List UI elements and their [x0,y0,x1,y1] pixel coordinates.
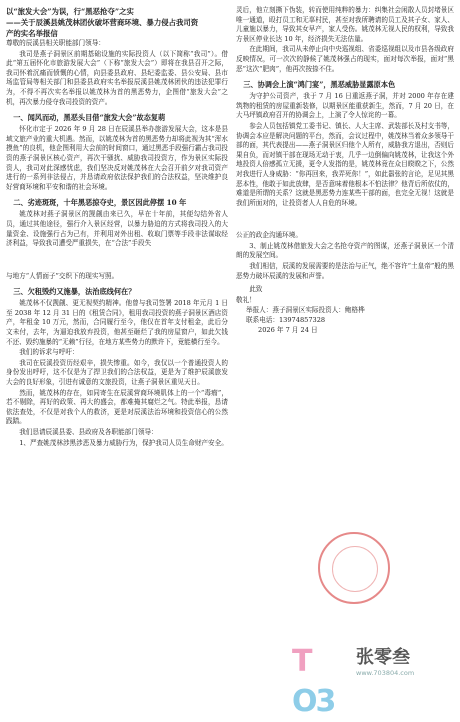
appeal-intro: 我们恳请辰溪县委、县政府及各职能部门领导： [19,428,158,436]
closing-salutation-1: 此致 [249,285,263,294]
section-2-paragraph: 姚茂林对燕子洞景区的觊觎由来已久，早在十年前，其便勾结外省人员，通过其他途径，强行介入景区经营，以暴力胁迫的方式将我司投入的大量资金、设施强行占为己有，并利用对外出租、收取门票等手段非法谋取经济利益，导致我司遭受严重损失，在“合法”手段失 [6,210,228,248]
phone-line [236,316,454,326]
red-seal-stamp [318,532,390,604]
left-column [6,6,228,449]
section-heading-3: 三、欠租毁约又施暴，法治底线何在？ [13,287,136,297]
watermark [292,636,458,719]
right-section-paragraph-1: 为守护公司资产，我于 7 月 16 日重返燕子洞，并对 2000 年存在建筑物的租赁的房屋重新装修，以期景区能重获新生，然而，7 月 20 日，在大马坪镇政府召开的协调会上，上演了令人惊诧的一幕。 [236,92,454,120]
section-1-paragraph: 怀化市定于 2026 年 9 月 28 日在辰溪县举办旅游发展大会，这本是县域文旅产业的重大机遇。然而，以姚茂林为首的黑恶势力却将此视为其“浑水摸鱼”的良机，他企图利用大会前的时间窗口，通过黑恶手段强行霸占我司投资的燕子洞景区核心资产，再次干骚扰、威胁我司投资方，作为景区实际投资人，我司对此深感忧虑，我们坚决反对姚茂林在大会召开前夕对我司资产进行的一系列非法侵占，并恳请政府依法保护我们的合法权益，坚决维护良好营商环境和平安和谐的社会环境。 [6,125,228,191]
section-heading-1: 一、闻风而动，黑恶头目借“旅发大会”故态复萌 [13,113,166,123]
section-3-paragraph-a: 姚茂林不仅觊觎、更无视契约精神。他曾与我司签署 2018 年元月 1 日至 2038 年 12 月 31 日的《租赁合同》，租用我司投资的燕子洞景区酒店资产，年租金 10 万元，然而，合同履行至今，他仅在首年支付租金，此后分文未付，去年，为逼迫我放弃投资，他甚至砸烂了我的房屋窗户，如此欠钱不还、毁约施暴的“无赖”行径，在地方某些势力的默许下，竟能横行至今。 [6,299,228,346]
page-break-gap [6,250,228,272]
closing-salutation-2: 敬礼！ [236,295,256,304]
reporter-line: 举报人：燕子洞景区实际投资人：鲍格桦 [246,306,365,315]
section-2-continuation: 与地方“人情面子”交织下的现实写照。 [6,271,119,280]
title-line-3: 产的实名举报信 [6,29,58,38]
right-section-paragraph-2: 参会人员包括镇党工委书记、镇长、人大主席、武装部长及村支书等，协调会本应是解决问题的平台，然而，会议过程中，姚茂林当着众多领导干部的面，其代表提出——燕子洞景区归他个人所有，威胁我方退出，否则后果自负，而对镇干部在现场无动于衷，几乎一边倒偏向姚茂林，让我这个外地投资人倍感孤立无援，更令人发指的是，姚茂林竟在众目睽睽之下，公然对我进行人身威胁：“你再回来，我弄死你！”，如此嚣张的言论，足见其黑恶本性，他敢于如此放肆，是否意味着他根本不怕法律？他背后所依仗的，难道是所谓的关系？这就是黑恶势力连某些干部的面，也完全无视！这就是我们所面对的，让投资者人人自危的环境。 [236,121,454,207]
date-line: 2026 年 7 月 24 日 [258,325,318,334]
intro-paragraph: 我司是燕子洞景区前期基础设施的实际投资人（以下简称“我司”）。借此“第五届怀化市旅游发展大会”（下称“旅发大会”）即将在我县召开之际，我司怀着沉痛而愤慨的心情，向县委县政府、县纪委监委、县公安局、县市场监管局等相关部门和县委县政府实名举报辰溪县姚茂林团伙的违法犯罪行为，不得不再次实名举报以姚茂林为首的黑恶势力，企图借“旅发大会”之机，再次暴力侵夺我司投资的资产。 [6,49,228,106]
section-heading-2: 二、劣迹斑斑，十年黑恶掠夺史，景区因此停摆 10 年 [13,198,187,208]
right-column [236,6,454,335]
phone-label: 联系电话： [246,316,279,325]
right-paragraph-b: 在此期间，我司从未停止向中央巡视组、省委巡视组以及市县各级政府反映情况，可一次次的静候了姚茂林强占的现实，面对每次举报，面对“黑恶”这次“肥肉”，他再次按捺不住。 [236,45,454,73]
watermark-url: www.703804.com [356,669,415,677]
title-line-1: 以“旅发大会”为误，行“黑恶抢夺”之实 [6,7,134,16]
phone-number: 13974857328 [278,316,326,325]
appeal-item-1: 1、严查姚茂林涉黑涉恶及暴力威胁行为，保护我司人员生命财产安全。 [19,438,228,447]
right-page2-continuation: 公正的政企沟通环境。 [236,231,302,240]
right-continuation: 灵后，他立刻撕下伪装，转而使用纯粹的暴力：纠集社会闲散人员封堵景区唯一通道，殴打员工和无辜村民，甚至对我所聘请的员工及其子女、家人、儿童施以暴力，导致其女早产，家人受伤。姚茂林无视人民的权利，导致我方景区停业长达 10 年，经济损失无法估量。 [236,6,454,43]
page-break-gap-right [236,209,454,231]
watermark-name: 张零叁 [356,647,410,668]
section-3-paragraph-d: 然而，姚茂林的存在，如同寄生在辰溪营商环境肌体上的一个“毒瘤”，若不剔除，再好的政策、再大的盛会，都难掩其腐烂之气。特此举报，恳请依法查处，不仅是对我个人的救济，更是对辰溪法治环境和投资信心的公然践踏。 [6,388,228,426]
appeal-item-3: 3、制止姚茂林借旅发大会之名抢夺资产的图谋，还燕子洞景区一个清朗的发展空间。 [236,241,454,260]
title-line-2: ——关于辰溪县姚茂林团伙破坏营商环境、暴力侵占我司资 [6,18,199,27]
letter-title [6,6,228,39]
signature-block [236,285,454,335]
closing-paragraph: 我们相信，辰溪的发展需要的是法治与正气，绝不容许“土皇帝”般的黑恶势力破坏辰溪的发展和声誉。 [236,262,454,280]
section-heading-right: 三、协调会上演“鸿门宴”，黑恶威胁显露原本色 [243,80,396,90]
greeting: 尊敬的辰溪县相关职能部门领导： [6,39,105,47]
section-3-paragraph-b: 我们的诉求与呼吁： [19,348,79,357]
section-3-paragraph-c: 我司在辰溪投资历经艰辛，损失惨重。如今，我仅以一个普通投资人的身份发出呼吁，这不仅是为了捍卫我们的合法权益，更是为了维护辰溪旅发大会的良好形象，引进有诚意的文旅投资，让燕子洞景区重见天日。 [6,358,228,387]
watermark-logo: TO3 [292,644,335,719]
